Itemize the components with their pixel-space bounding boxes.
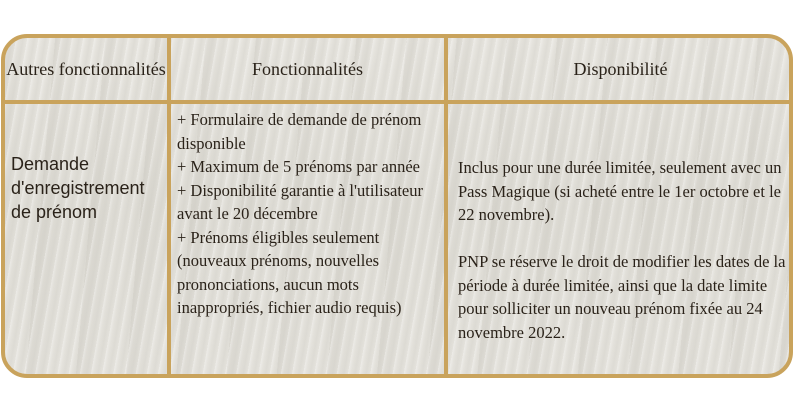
header-availability-label: Disponibilité	[573, 59, 668, 79]
header-other-features	[5, 38, 167, 100]
availability-paragraph: Inclus pour une durée limitée, seulement avec un Pass Magique (si acheté entre le 1er octobre et le 22 novembre).	[458, 158, 782, 224]
header-features-label: Fonctionnalités	[252, 59, 363, 79]
header-availability	[448, 38, 793, 100]
header-divider	[5, 100, 789, 104]
row-name: Demande d'enregistrement de prénom	[11, 154, 145, 222]
header-other-features-label: Autres fonctionnalités	[6, 59, 166, 79]
table-grid	[5, 38, 789, 374]
row-name-cell	[11, 152, 167, 224]
features-cell	[177, 108, 441, 320]
availability-paragraph: PNP se réserve le droit de modifier les dates de la période à durée limitée, ainsi que la date limite pour solliciter un nouveau prénom fixée au 24 novembre 2022.	[458, 252, 786, 342]
feature-item: + Prénoms éligibles seulement (nouveaux prénoms, nouvelles prononciations, aucun mots inappropriés, fichier audio requis)	[177, 227, 402, 317]
availability-cell	[458, 156, 793, 368]
feature-table	[1, 34, 793, 378]
feature-item: + Maximum de 5 prénoms par année	[177, 157, 420, 176]
feature-item: + Formulaire de demande de prénom disponible	[177, 110, 422, 153]
header-features	[171, 38, 444, 100]
feature-item: + Disponibilité garantie à l'utilisateur avant le 20 décembre	[177, 180, 423, 223]
